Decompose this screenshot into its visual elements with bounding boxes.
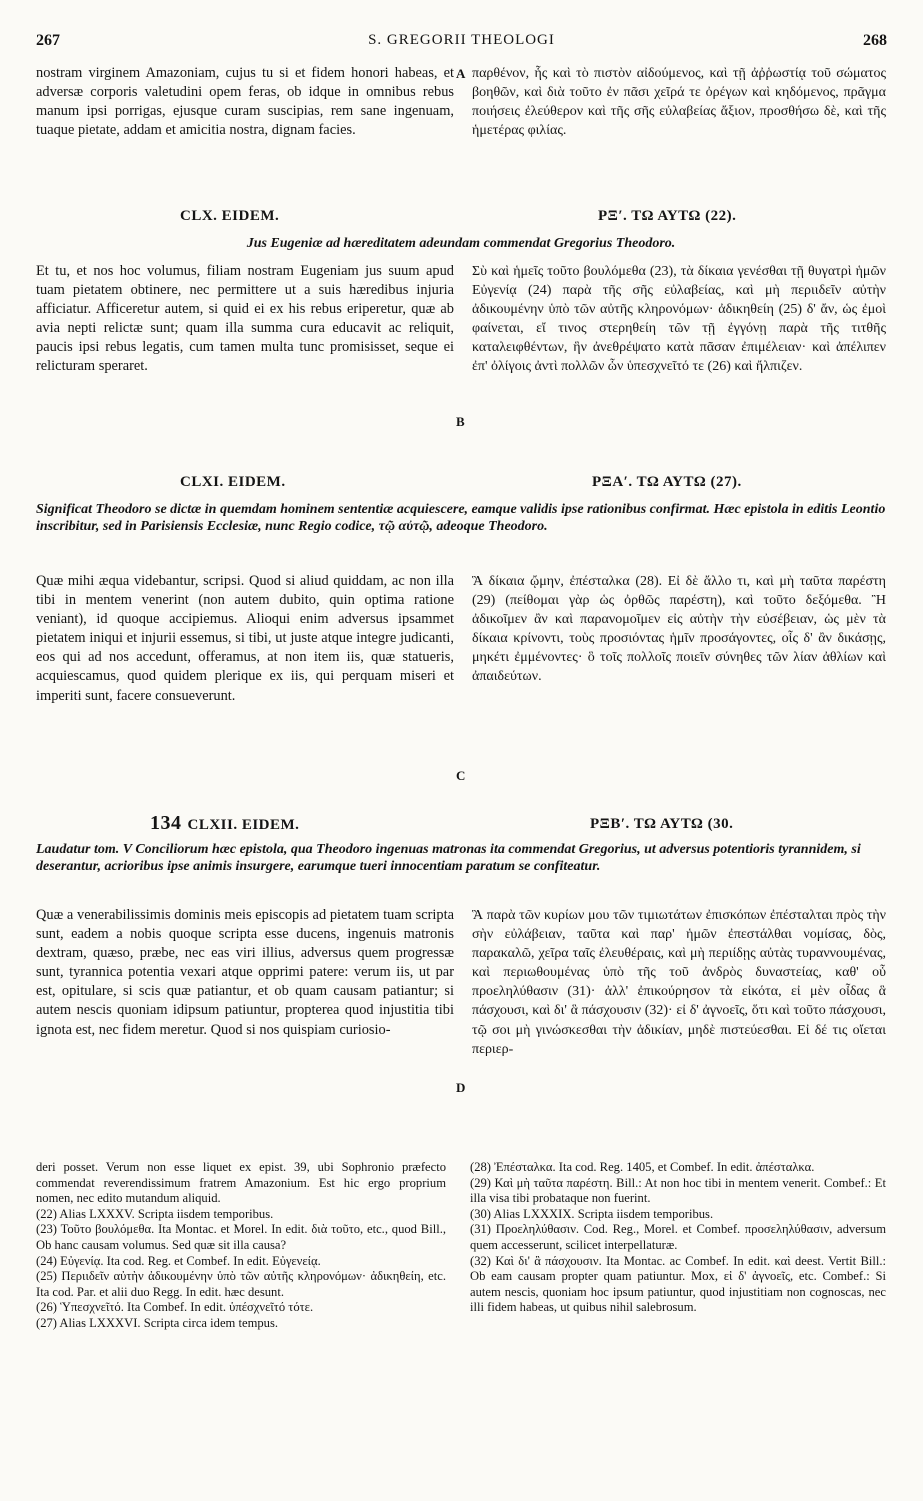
footnote: (22) Alias LXXXV. Scripta iisdem temporibus. — [36, 1206, 274, 1221]
latin-text-clxi — [36, 572, 454, 706]
greek-text-clx — [472, 262, 886, 377]
running-header — [36, 32, 887, 54]
greek-paragraph: Ἃ δίκαια ᾤμην, ἐπέσταλκα (28). Εἰ δὲ ἄλλο τι, καὶ μὴ ταῦτα παρέστη (29) (πείθομαι γὰρ ὡς ὀρθῶς παρέστη), καὶ τοῦτο δεξόμεθα. Ἢ ἀδικοῖμεν ἂν καὶ παρανομοῖμεν εἰς αὐτὴν τὴν εὐσέβειαν, ὡς μὲν τὰ δίκαια κρίνοντι, τοὺς προσιόντας ἡμῖν προσάγοντες, οἷς δ' ἂν δικάσῃς, μηκέτι ἐμμένοντες· ὃ τοῖς πολλοῖς ποιεῖν σύνηθες τῶν λίαν ἀθλίων καὶ ἀπαιδεύτων. — [472, 574, 886, 685]
greek-paragraph: παρθένον, ἧς καὶ τὸ πιστὸν αἰδούμενος, καὶ τῇ ἀῤῥωστίᾳ τοῦ σώματος βοηθῶν, καὶ διὰ τοῦτο ἐν πᾶσι χεῖρά τε ὀρέγων καὶ κηδόμενος, πρᾶγμα ποιήσεις ἐλεύθερον καὶ τῆς σῆς εὐλαβείας ἄξιον, προσθήσω δὲ, καὶ τῆς ἡμετέρας φιλίας. — [472, 66, 886, 139]
footnote: (27) Alias LXXXVI. Scripta circa idem tempus. — [36, 1315, 279, 1330]
greek-paragraph: Σὺ καὶ ἡμεῖς τοῦτο βουλόμεθα (23), τὰ δίκαια γενέσθαι τῇ θυγατρὶ ἡμῶν Εὐγενίᾳ (24) παρὰ τῆς σῆς εὐλαβείας, καὶ μὴ περιιδεῖν αὐτὴν ἀδικουμένην ὑπὸ τῶν αὐτῆς κληρονόμων· ἀδικηθείη (25) δ' ἄν, ὡς ἐμοὶ φαίνεται, εἴ τινος στερηθείη τῶν τῇ ἐγγόνῃ παρὰ τῆς τιτθῆς καταλειφθέντων, ἣν ἀνεθρέψατο κατὰ πᾶσαν ἐπιμέλειαν· καὶ ἀπέλιπεν ἐπ' ὀλίγοις ἀντὶ πολλῶν ὧν ὑπεσχνεῖτό τε (26) καὶ ἤλπιζεν. — [472, 264, 886, 375]
footnote: (32) Καὶ δι' ἃ πάσχουσιν. Ita Montac. ac Combef. In edit. καὶ deest. Vertit Bill.: Ob eam causam propter quam patiuntur. Mox, εἰ δ' ἀγνοεῖς, etc. Combef.: Si autem nescis, quoniam hoc ipsum patiuntur, quod injustitiam non cognoscas, nec illi fidem habeas, ut quibus nihil salebrosum. — [470, 1253, 886, 1315]
latin-text-continuation — [36, 64, 454, 140]
footnote: (29) Καὶ μὴ ταῦτα παρέστη. Bill.: At non hoc tibi in mentem venerit. Combef.: Et illa visa tibi probataque non fuerint. — [470, 1175, 886, 1206]
page-number-left: 267 — [36, 32, 60, 49]
greek-paragraph: Ἃ παρὰ τῶν κυρίων μου τῶν τιμιωτάτων ἐπισκόπων ἐπέσταλται πρὸς τὴν σὴν εὐλάβειαν, ταῦτα καὶ παρ' ἡμῶν ἐπεστάλθαι νομίσας, δὸς, παρακαλῶ, χεῖρα ταῖς ἐλευθέραις, καὶ μὴ περιίδῃς αὐτὰς τυραννουμένας, καὶ περιωθουμένας ὑπὸ τῆς τοῦ ἀνδρὸς δυναστείας, καθ' οὗ προεληλύθασιν (31)· ἀλλ' ἐπικούρησον τὰ εἰκότα, εἰ μὲν οἶδας ἃ πάσχουσι, καὶ δι' ἃ πάσχουσιν (32)· εἰ δ' ἀγνοεῖς, ὅτι καὶ τοῦτο πάσχουσι, τῷ σοι μὴ γινώσκεσθαι τὴν ἀδικίαν, μηδὲ πιστεύεσθαι. Εἰ δέ τις οἴεται περιερ- — [472, 908, 886, 1057]
latin-paragraph: nostram virginem Amazoniam, cujus tu si et fidem honori habeas, et adversæ corporis valetudini opem feras, ob idque in omnibus rebus manum ipsi porrigas, ejusque curam suscipias, rem sane ingenuam, tuaque pietate, addam et amicitia nostra, dignam facies. — [36, 65, 454, 139]
footnote: (28) Ἐπέσταλκα. Ita cod. Reg. 1405, et Combef. In edit. ἀπέσταλκα. — [470, 1160, 815, 1174]
footnote: (30) Alias LXXXIX. Scripta iisdem temporibus. — [470, 1206, 714, 1221]
greek-heading-rxa: ΡΞΑʹ. ΤΩ ΑΥΤΩ (27). — [592, 474, 742, 490]
greek-heading-rxb: ΡΞΒʹ. ΤΩ ΑΥΤΩ (30. — [590, 816, 734, 832]
page-number-right: 268 — [863, 32, 887, 49]
latin-paragraph: Quæ mihi æqua videbantur, scripsi. Quod si aliud quiddam, ac non illa tibi in mentem venerint (non autem dubito, quin optima ratione veniant), id quoque accipiemus. Alioqui enim adversus ipsammet pietatem iniqui et injurii essemus, si tibi, ut juste atque integre judicanti, eos qui ad nos accedunt, offeramus, at non item iis, quæ statueris, acquiescamus, quod quidem plerique ex iis, qui perquam miseri et imperiti sunt, facere consueverunt. — [36, 573, 454, 704]
running-title: S. GREGORII THEOLOGI — [368, 32, 555, 48]
footnotes-right — [470, 1160, 886, 1316]
letter-summary-clx: Jus Eugeniæ ad hæreditatem adeundam commendat Gregorius Theodoro. — [246, 236, 676, 251]
heading-text: CLXII. EIDEM. — [187, 817, 300, 833]
latin-heading-clxii — [150, 812, 299, 835]
greek-heading-rx: ΡΞʹ. ΤΩ ΑΥΤΩ (22). — [598, 208, 737, 224]
footnotes-left — [36, 1160, 446, 1332]
footnote: (23) Τοῦτο βουλόμεθα. Ita Montac. et Morel. In edit. διὰ τοῦτο, etc., quod Bill., Ob hanc causam volumus. Sed quæ sit illa causa? — [36, 1222, 446, 1252]
margin-letter-c: C — [456, 768, 466, 783]
footnote: (25) Περιιδεῖν αὐτὴν ἀδικουμένην ὑπὸ τῶν αὐτῆς κληρονόμων· ἀδικηθείη, etc. Ita cod. Par. et alii duo Regg. In edit. hæc desunt. — [36, 1269, 446, 1299]
margin-letter-a: A — [456, 66, 466, 81]
margin-letter-d: D — [456, 1080, 466, 1095]
greek-text-clxii — [472, 906, 886, 1059]
margin-letter-b: B — [456, 414, 465, 429]
footnote: (26) Ὑπεσχνεῖτό. Ita Combef. In edit. ὑπέσχνεῖτό τότε. — [36, 1300, 314, 1315]
latin-heading-clxi: CLXI. EIDEM. — [180, 474, 286, 490]
latin-text-clx — [36, 262, 454, 377]
greek-text-continuation — [472, 64, 886, 140]
latin-paragraph: Et tu, et nos hoc volumus, filiam nostram Eugeniam jus suum apud tuam pietatem obtinere, nec permittere ut a suis hæredibus injuria afficiatur. Afficeretur autem, si quid ei ex his rebus eriperetur, quæ ab avia nepti relictæ sunt; quam illa summa cura educavit ac reliquit, paucis ipsi rebus legatis, cum tamen multa tunc promisisset, seque ei relicturam speraret. — [36, 263, 454, 375]
latin-heading-clx: CLX. EIDEM. — [180, 208, 280, 224]
latin-text-clxii — [36, 906, 454, 1040]
footnote: (31) Προεληλύθασιν. Cod. Reg., Morel. et Combef. προσεληλύθασιν, adversum quem accesserunt, scilicet interpellaturæ. — [470, 1222, 886, 1252]
letter-summary-clxii: Laudatur tom. V Conciliorum hæc epistola, qua Theodoro ingenuas matronas ita commendat Gregorius, ut adversus potentioris tyrannidem, si deserantur, acrioribus ipse animis insurgere, earumque tueri innocentiam paratum se confiteatur. — [36, 842, 861, 874]
footnote: deri posset. Verum non esse liquet ex epist. 39, ubi Sophronio præfecto commendat reverendissimum fratrem Amazonium. Est hic ergo proprium nomen, nec edito mutandum aliquid. — [36, 1160, 446, 1206]
footnote: (24) Εὐγενίᾳ. Ita cod. Reg. et Combef. In edit. Εὐγενείᾳ. — [36, 1253, 321, 1268]
greek-text-clxi — [472, 572, 886, 687]
letter-summary-clxi: Significat Theodoro se dictæ in quemdam hominem sententiæ acquiescere, eamque validis ipse rationibus confirmat. Hæc epistola in editis Leontio inscribitur, sed in Parisiensis Ecclesiæ, nunc Regio codice, τῷ αὐτῷ, adeoque Theodoro. — [36, 502, 886, 534]
page-marker: 134 — [150, 812, 182, 834]
latin-paragraph: Quæ a venerabilissimis dominis meis episcopis ad pietatem tuam scripta sunt, eadem a nobis quoque scripta esse ducens, ingenuis matronis dextram, quæso, præbe, nec eas viri illius, adversus quem progressæ sunt, tyrannica potentia vexari atque opprimi patere: verum iis, ut par est, opitulare, si scis quæ patiantur, et ob quam causam patiantur; si autem nescis quoniam idipsum patiuntur, propterea quod injustitia tibi ignota est, nec fidem meretur. Quod si nos quispiam curiosio- — [36, 907, 454, 1038]
